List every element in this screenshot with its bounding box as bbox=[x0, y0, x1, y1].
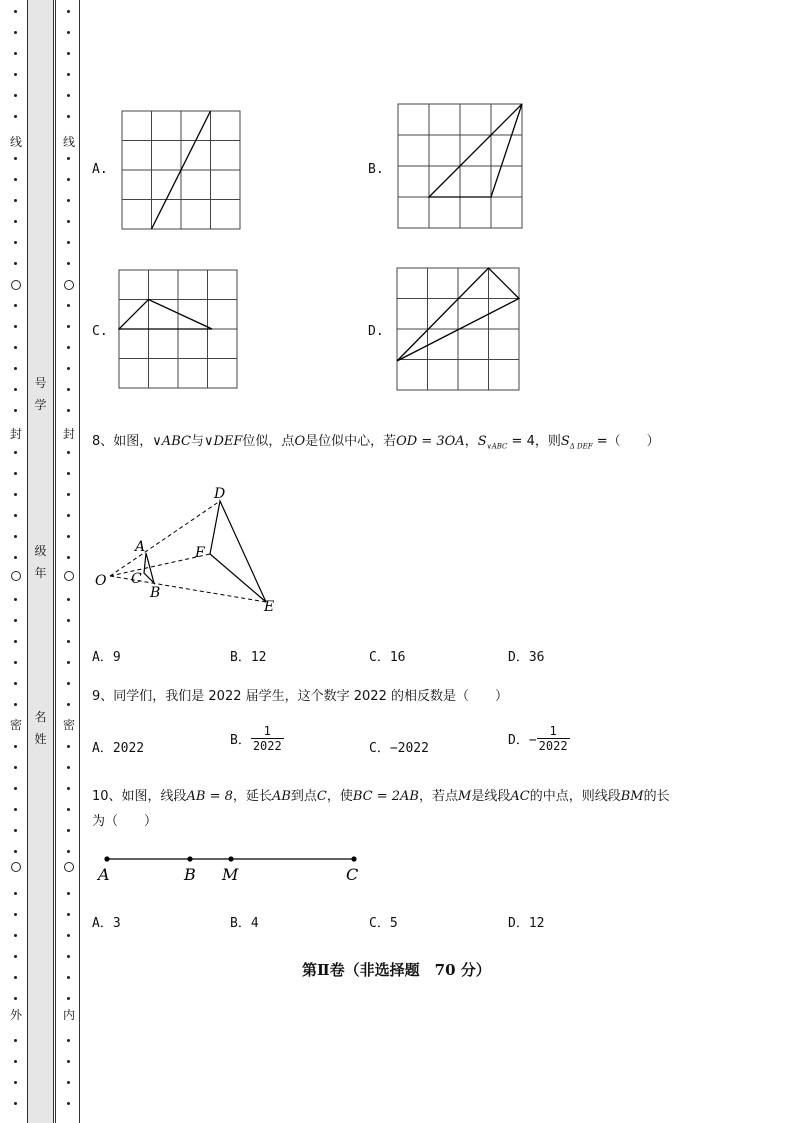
margin-char: 内 bbox=[62, 1008, 75, 1022]
margin-dot bbox=[14, 808, 17, 811]
q7-option-a-figure bbox=[121, 110, 243, 232]
margin-line bbox=[79, 0, 80, 1123]
q10-option-a: A．3 bbox=[92, 916, 121, 931]
label-a: A bbox=[135, 539, 146, 555]
margin-circle-icon bbox=[64, 862, 74, 872]
margin-dot bbox=[14, 199, 17, 202]
margin-dot bbox=[14, 934, 17, 937]
margin-char: 封 bbox=[9, 427, 22, 441]
margin-dot bbox=[14, 178, 17, 181]
margin-dot bbox=[14, 598, 17, 601]
margin-circle-icon bbox=[64, 280, 74, 290]
margin-dot bbox=[67, 346, 70, 349]
margin-dot bbox=[14, 829, 17, 832]
q9-option-b: B． $\frac{1}{2022}$ bbox=[230, 724, 282, 753]
margin-dot bbox=[67, 199, 70, 202]
margin-dot bbox=[67, 661, 70, 664]
margin-dot bbox=[14, 1060, 17, 1063]
label-a: A bbox=[98, 865, 110, 884]
margin-dot bbox=[67, 94, 70, 97]
math-triangle-def: ∨DEF bbox=[203, 434, 243, 449]
q8-option-b: B．12 bbox=[230, 650, 267, 665]
dashed-ray-od bbox=[110, 501, 220, 576]
margin-dot bbox=[67, 493, 70, 496]
margin-char: 密 bbox=[9, 718, 22, 732]
section-title: 第Ⅱ卷（非选择题 70 分） bbox=[302, 961, 491, 979]
margin-dot bbox=[14, 493, 17, 496]
margin-dot bbox=[67, 850, 70, 853]
margin-dot bbox=[67, 934, 70, 937]
margin-dot bbox=[67, 73, 70, 76]
margin-dot bbox=[14, 535, 17, 538]
margin-dot bbox=[67, 598, 70, 601]
q8-figure bbox=[90, 484, 290, 616]
margin-dot bbox=[14, 703, 17, 706]
margin-dot bbox=[14, 346, 17, 349]
margin-dot bbox=[67, 31, 70, 34]
margin-dot bbox=[14, 766, 17, 769]
margin-dot bbox=[14, 1102, 17, 1105]
margin-dot bbox=[67, 1039, 70, 1042]
right-margin-column bbox=[62, 0, 76, 1123]
margin-dot bbox=[14, 997, 17, 1000]
q7-option-d-figure bbox=[396, 267, 522, 393]
margin-dot bbox=[14, 388, 17, 391]
stem-text: 位似，点 bbox=[242, 434, 295, 449]
q8-stem bbox=[92, 430, 660, 451]
margin-dot bbox=[14, 745, 17, 748]
margin-dot bbox=[14, 661, 17, 664]
label-d: D bbox=[214, 486, 226, 502]
margin-dot bbox=[67, 451, 70, 454]
margin-circle-icon bbox=[11, 862, 21, 872]
margin-dot bbox=[14, 640, 17, 643]
q10-figure bbox=[95, 850, 370, 886]
margin-char: 封 bbox=[62, 427, 75, 441]
margin-dot bbox=[14, 73, 17, 76]
margin-circle-icon bbox=[11, 280, 21, 290]
margin-line bbox=[55, 0, 56, 1123]
math-condition: OD = 3OA bbox=[396, 434, 465, 449]
margin-dot bbox=[67, 955, 70, 958]
margin-dot bbox=[14, 304, 17, 307]
stem-text: 是位似中心，若 bbox=[305, 434, 397, 449]
margin-dot bbox=[14, 556, 17, 559]
margin-dot bbox=[67, 178, 70, 181]
margin-dot bbox=[67, 325, 70, 328]
point-c bbox=[351, 856, 356, 861]
stem-text: ，则 bbox=[534, 434, 561, 449]
margin-circle-icon bbox=[11, 571, 21, 581]
point-a bbox=[104, 856, 109, 861]
point-b bbox=[187, 856, 192, 861]
margin-dot bbox=[14, 52, 17, 55]
margin-dot bbox=[14, 955, 17, 958]
margin-dot bbox=[14, 115, 17, 118]
label-b: B bbox=[184, 865, 196, 884]
margin-dot bbox=[67, 115, 70, 118]
margin-dot bbox=[14, 892, 17, 895]
margin-dot bbox=[14, 619, 17, 622]
label-f: F bbox=[195, 545, 205, 561]
q7-option-c-figure bbox=[118, 269, 240, 391]
margin-dot bbox=[14, 451, 17, 454]
margin-dot bbox=[14, 682, 17, 685]
q7-option-b-label: B. bbox=[368, 162, 384, 177]
margin-dot bbox=[67, 619, 70, 622]
margin-dot bbox=[67, 829, 70, 832]
margin-dot bbox=[14, 367, 17, 370]
margin-dot bbox=[14, 472, 17, 475]
margin-char: 外 bbox=[9, 1008, 22, 1022]
q10-option-d: D．12 bbox=[508, 916, 545, 931]
q10-stem-line2: 为（ ） bbox=[92, 814, 158, 829]
math-area-abc: $S_{\vee ABC}$ bbox=[477, 434, 508, 451]
margin-char: 线 bbox=[62, 135, 75, 149]
margin-dot bbox=[67, 388, 70, 391]
margin-dot bbox=[67, 1060, 70, 1063]
answer-blank: =（ ） bbox=[592, 434, 660, 449]
margin-dot bbox=[14, 94, 17, 97]
margin-dot bbox=[67, 220, 70, 223]
margin-dot bbox=[67, 304, 70, 307]
margin-dot bbox=[67, 535, 70, 538]
margin-dot bbox=[67, 52, 70, 55]
label-o: O bbox=[95, 573, 107, 589]
bar-label: 号 bbox=[34, 376, 47, 390]
stem-text: ， bbox=[464, 434, 478, 449]
margin-dot bbox=[67, 514, 70, 517]
math-area-value: = 4 bbox=[507, 434, 535, 449]
math-triangle-abc: ∨ABC bbox=[152, 434, 191, 449]
margin-dot bbox=[67, 1102, 70, 1105]
grid bbox=[397, 268, 519, 390]
margin-dot bbox=[14, 220, 17, 223]
margin-dot bbox=[14, 514, 17, 517]
margin-dot bbox=[67, 892, 70, 895]
bar-label: 名 bbox=[34, 710, 47, 724]
margin-char: 密 bbox=[62, 718, 75, 732]
margin-dot bbox=[14, 850, 17, 853]
margin-dot bbox=[67, 556, 70, 559]
margin-dot bbox=[14, 976, 17, 979]
fraction: $\frac{1}{2022}$ bbox=[252, 724, 282, 753]
margin-dot bbox=[67, 787, 70, 790]
q7-option-a-label: A. bbox=[92, 162, 108, 177]
triangle bbox=[119, 300, 212, 330]
margin-dot bbox=[14, 913, 17, 916]
margin-dot bbox=[67, 766, 70, 769]
margin-dot bbox=[67, 367, 70, 370]
q9-option-c: C．−2022 bbox=[369, 741, 429, 756]
margin-dot bbox=[67, 262, 70, 265]
margin-dot bbox=[67, 808, 70, 811]
label-m: M bbox=[222, 865, 239, 884]
margin-dot bbox=[67, 976, 70, 979]
bar-label: 级 bbox=[34, 544, 47, 558]
bar-label: 姓 bbox=[34, 732, 47, 746]
margin-dot bbox=[67, 241, 70, 244]
margin-dot bbox=[14, 262, 17, 265]
label-e: E bbox=[264, 599, 275, 615]
q9-option-a: A．2022 bbox=[92, 741, 145, 756]
margin-dot bbox=[14, 787, 17, 790]
math-area-def: $S_{\Delta DEF}$ bbox=[560, 434, 593, 451]
margin-dot bbox=[67, 10, 70, 13]
margin-dot bbox=[14, 1081, 17, 1084]
margin-dot bbox=[67, 640, 70, 643]
stem-text: 与 bbox=[190, 434, 204, 449]
margin-dot bbox=[14, 325, 17, 328]
left-margin-column bbox=[9, 0, 23, 1123]
label-c: C bbox=[346, 865, 359, 884]
margin-dot bbox=[14, 31, 17, 34]
margin-dot bbox=[14, 409, 17, 412]
q8-option-d: D．36 bbox=[508, 650, 545, 665]
q8-option-c: C．16 bbox=[369, 650, 406, 665]
margin-dot bbox=[67, 409, 70, 412]
margin-dot bbox=[67, 745, 70, 748]
stem-text: 如图， bbox=[113, 434, 153, 449]
q7-option-c-label: C. bbox=[92, 324, 108, 339]
q7-option-b-figure bbox=[397, 103, 525, 231]
point-m bbox=[228, 856, 233, 861]
bar-label: 学 bbox=[34, 398, 47, 412]
q9-option-d: D．− $\frac{1}{2022}$ bbox=[508, 724, 568, 753]
margin-dot bbox=[67, 157, 70, 160]
margin-circle-icon bbox=[64, 571, 74, 581]
triangle bbox=[429, 104, 522, 197]
q9-stem: 9、同学们，我们是 2022 届学生，这个数字 2022 的相反数是（ ） bbox=[92, 689, 508, 704]
bar-label: 年 bbox=[34, 566, 47, 580]
margin-dot bbox=[67, 913, 70, 916]
margin-dot bbox=[67, 1081, 70, 1084]
margin-dot bbox=[67, 703, 70, 706]
binding-bar bbox=[27, 0, 54, 1123]
margin-dot bbox=[14, 241, 17, 244]
q10-stem-line1: 10、如图，线段AB = 8，延长AB到点C，使BC = 2AB，若点M是线段AC的中点，则线段BM的长 bbox=[92, 789, 670, 804]
q10-option-b: B．4 bbox=[230, 916, 259, 931]
fraction: $\frac{1}{2022}$ bbox=[538, 724, 568, 753]
margin-dot bbox=[14, 1039, 17, 1042]
question-number: 8、 bbox=[92, 434, 114, 449]
margin-dot bbox=[67, 682, 70, 685]
margin-dot bbox=[67, 997, 70, 1000]
q7-option-d-label: D. bbox=[368, 324, 384, 339]
label-c: C bbox=[131, 571, 142, 587]
label-b: B bbox=[150, 585, 161, 601]
margin-char: 线 bbox=[9, 135, 22, 149]
q10-option-c: C．5 bbox=[369, 916, 398, 931]
math-point-o: O bbox=[294, 434, 306, 449]
triangle-def bbox=[210, 501, 266, 602]
margin-dot bbox=[14, 157, 17, 160]
margin-dot bbox=[14, 10, 17, 13]
q8-option-a: A．9 bbox=[92, 650, 121, 665]
margin-dot bbox=[67, 472, 70, 475]
